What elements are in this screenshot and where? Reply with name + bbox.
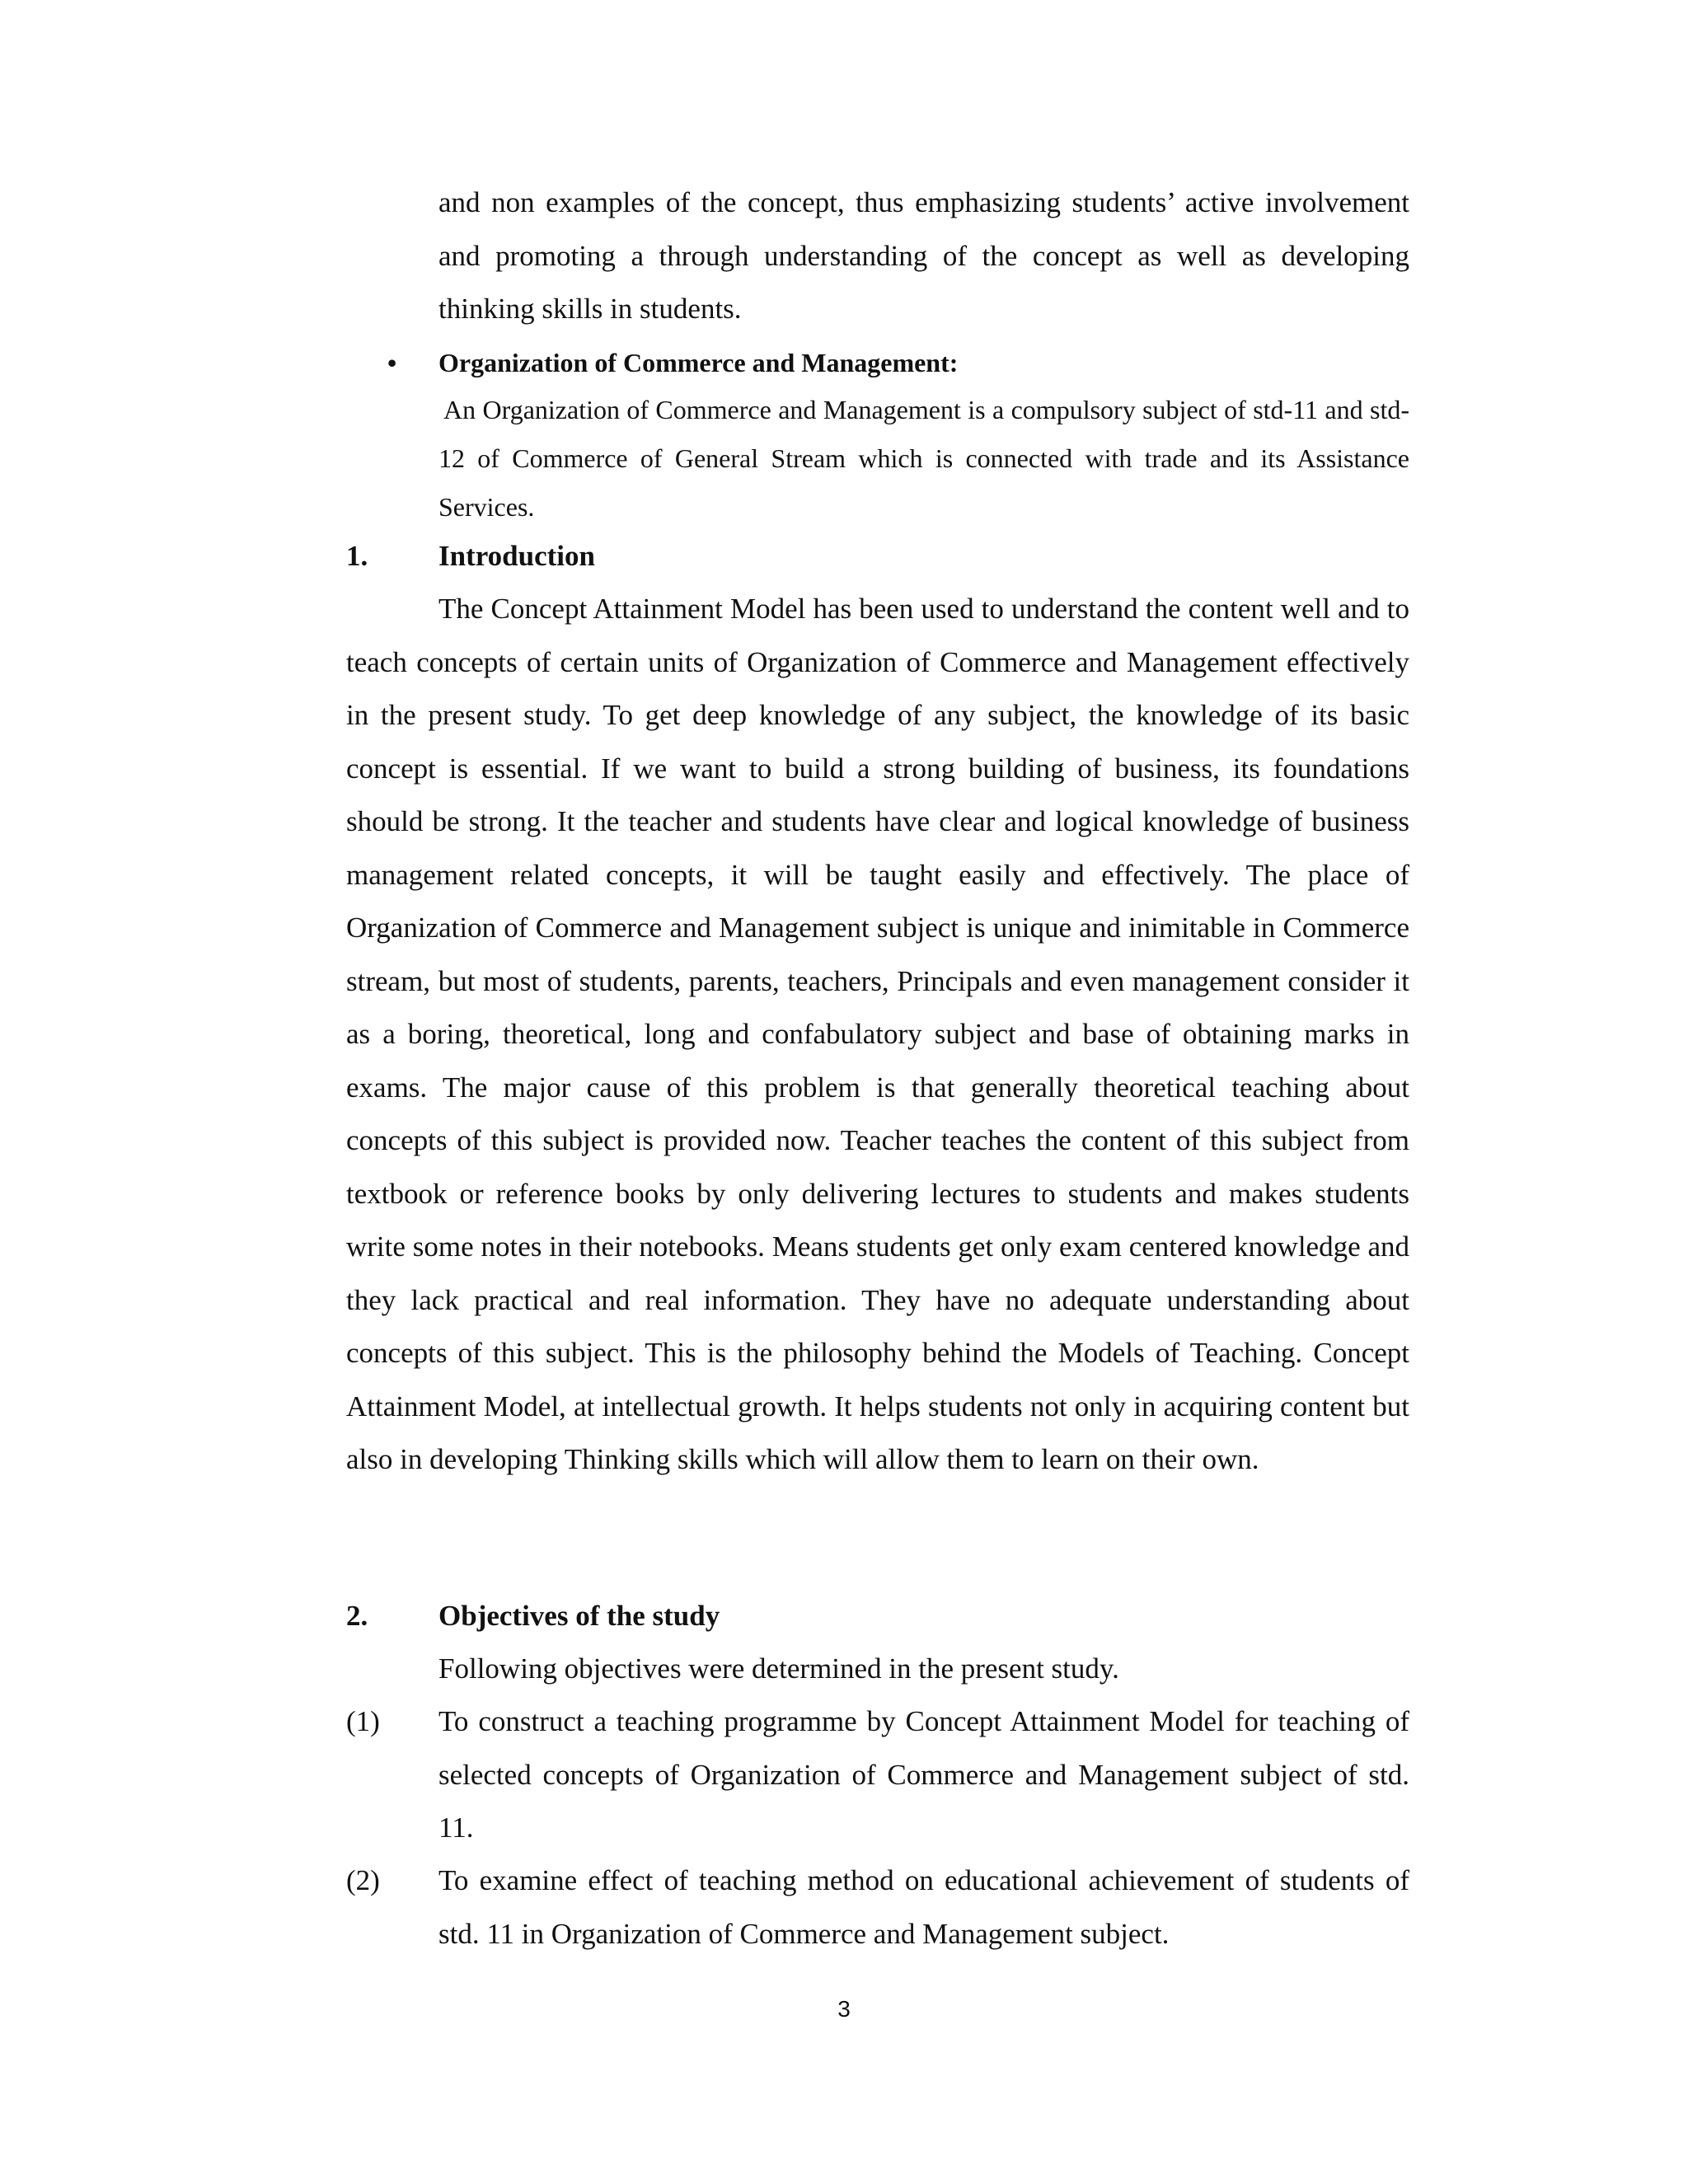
- objectives-intro: Following objectives were determined in the present study.: [438, 1652, 1119, 1685]
- list-marker: (2): [346, 1864, 380, 1896]
- objective-text: To examine effect of teaching method on educational achievement of students of std. 11 in Organization of Commerce and Management subject.: [438, 1864, 1409, 1950]
- bullet-icon: •: [387, 348, 397, 377]
- objective-text: To construct a teaching programme by Concept Attainment Model for teaching of selected concepts of Organization of Commerce and Management subject of std. 11.: [438, 1705, 1409, 1844]
- section-title: Introduction: [438, 540, 595, 572]
- continuation-paragraph: and non examples of the concept, thus emphasizing students’ active involvement and promoting a through understanding of the concept as well as developing thinking skills in students.: [438, 186, 1409, 325]
- section-title: Objectives of the study: [438, 1600, 720, 1632]
- section-number: 2.: [346, 1600, 368, 1632]
- bullet-paragraph: An Organization of Commerce and Management is a compulsory subject of std-11 and std-12 of Commerce of General Stream which is connected with trade and its Assistance Services.: [438, 395, 1409, 522]
- bullet-title: Organization of Commerce and Management:: [438, 348, 959, 377]
- introduction-paragraph: The Concept Attainment Model has been used to understand the content well and to teach concepts of certain units of Organization of Commerce and Management effectively in the present study. To get deep knowledge of any subject, the knowledge of its basic concept is essential. If we want to build a strong building of business, its foundations should be strong. It the teacher and students have clear and logical knowledge of business management related concepts, it will be taught easily and effectively. The place of Organization of Commerce and Management subject is unique and inimitable in Commerce stream, but most of students, parents, teachers, Principals and even management consider it as a boring, theoretical, long and confabulatory subject and base of obtaining marks in exams. The major cause of this problem is that generally theoretical teaching about concepts of this subject is provided now. Teacher teaches the content of this subject from textbook or reference books by only delivering lectures to students and makes students write some notes in their notebooks. Means students get only exam centered knowledge and they lack practical and real information. They have no adequate understanding about concepts of this subject. This is the philosophy behind the Models of Teaching. Concept Attainment Model, at intellectual growth. It helps students not only in acquiring content but also in developing Thinking skills which will allow them to learn on their own.: [346, 593, 1409, 1475]
- list-marker: (1): [346, 1705, 380, 1737]
- section-number: 1.: [346, 540, 368, 572]
- page-number: 3: [837, 1996, 851, 2022]
